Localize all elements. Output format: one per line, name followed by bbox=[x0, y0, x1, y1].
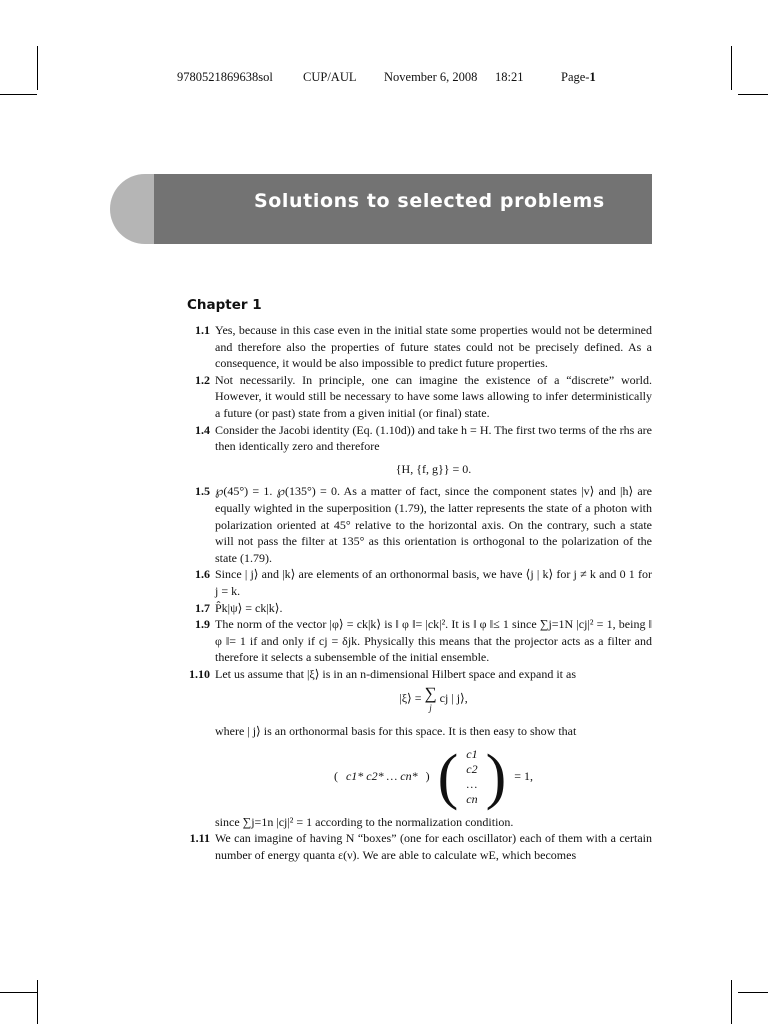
crop-mark bbox=[738, 992, 768, 993]
matrix-result: = 1, bbox=[514, 769, 534, 784]
time: 18:21 bbox=[495, 70, 524, 84]
crop-mark bbox=[0, 992, 37, 993]
chapter-heading: Chapter 1 bbox=[187, 297, 262, 313]
column-entry: … bbox=[466, 776, 478, 791]
isbn: 9780521869638sol bbox=[177, 70, 273, 84]
crop-mark bbox=[37, 46, 38, 90]
solution-item bbox=[180, 666, 652, 830]
item-text: Not necessarily. In principle, one can imagine the existence of a “discrete” world. However, it would still be necessary to have some laws allowing to infer deterministically a future (or past) state from a given initial (or final) state. bbox=[215, 372, 652, 420]
date: November 6, 2008 bbox=[384, 70, 478, 84]
crop-mark bbox=[37, 980, 38, 1024]
item-number: 1.9 bbox=[195, 617, 210, 632]
item-text-continued: where | j⟩ is an orthonormal basis for this space. It is then easy to show that bbox=[215, 724, 577, 739]
page-number: 1 bbox=[589, 70, 596, 84]
item-text: Consider the Jacobi identity (Eq. (1.10d)) and take h = H. The first two terms of the rhs are then identically zero and therefore bbox=[215, 422, 652, 454]
column-entry: c1 bbox=[466, 746, 478, 761]
column-right-paren: ) bbox=[485, 742, 507, 811]
item-text: Since | j⟩ and |k⟩ are elements of an orthonormal basis, we have ⟨j | k⟩ for j ≠ k and 0 1 for j = k. bbox=[215, 567, 652, 598]
eq-right: cj | j⟩, bbox=[439, 691, 468, 706]
row-vector-right-paren: ) bbox=[425, 769, 430, 784]
item-number: 1.6 bbox=[195, 567, 210, 582]
crop-mark bbox=[738, 94, 768, 95]
column-left-paren: ( bbox=[437, 742, 459, 811]
item-number: 1.5 bbox=[195, 484, 210, 499]
item-number: 1.11 bbox=[189, 831, 210, 846]
sum-symbol: ∑ bbox=[424, 684, 437, 704]
item-text: Let us assume that |ξ⟩ is in an n-dimensional Hilbert space and expand it as bbox=[215, 666, 577, 681]
solution-item bbox=[180, 322, 652, 372]
row-vector-left-paren: ( bbox=[333, 769, 338, 784]
item-number: 1.7 bbox=[195, 600, 210, 615]
sum-index: j bbox=[429, 703, 432, 714]
item-text: Yes, because in this case even in the initial state some properties would not be determined and therefore also the properties of future states could not be precisely defined. As a consequence, it would be also impossible to predict future properties. bbox=[215, 323, 652, 371]
item-text: We can imagine of having N “boxes” (one for each oscillator) each of them with a certain number of energy quanta ε(ν). We are able to calculate wE, which becomes bbox=[215, 831, 652, 862]
item-text: P̂k|ψ⟩ = ck|k⟩. bbox=[215, 600, 283, 615]
crop-mark bbox=[731, 980, 732, 1024]
column-entry: cn bbox=[466, 791, 478, 806]
item-text-conclusion: since ∑j=1n |cj|² = 1 according to the normalization condition. bbox=[215, 814, 514, 829]
equation: {H, {f, g}} = 0. bbox=[395, 461, 472, 476]
crop-mark bbox=[0, 94, 37, 95]
solutions-list bbox=[180, 322, 652, 863]
page-title: Solutions to selected problems bbox=[254, 190, 605, 212]
solution-item bbox=[180, 830, 652, 863]
eq-left: |ξ⟩ = bbox=[399, 691, 422, 706]
column-entry: c2 bbox=[466, 761, 478, 776]
publisher: CUP/AUL bbox=[303, 70, 357, 84]
item-number: 1.4 bbox=[195, 422, 210, 437]
solution-item bbox=[180, 372, 652, 422]
solution-item bbox=[180, 566, 652, 599]
running-header bbox=[177, 70, 617, 90]
item-number: 1.1 bbox=[195, 323, 210, 337]
expansion-equation bbox=[215, 686, 652, 713]
solution-item bbox=[180, 483, 652, 566]
row-vector: c1* c2* … cn* bbox=[345, 769, 418, 784]
item-number: 1.10 bbox=[189, 666, 210, 681]
page-label bbox=[561, 70, 596, 85]
item-text: ℘(45°) = 1. ℘(135°) = 0. As a matter of fact, since the component states |v⟩ and |h⟩ are equally wighted in the superposition (1.79), the latter represents the state of a photon with polarization oriented at 45° relative to the horizontal axis. On the contrary, such a state will not pass the filter at 135° as this orientation is orthogonal to the polarization of the state (1.79). bbox=[215, 484, 652, 565]
column-vector bbox=[466, 747, 477, 807]
item-text: The norm of the vector |φ⟩ = ck|k⟩ is ‖ φ ‖= |ck|². It is ‖ φ ‖≤ 1 since ∑j=1N |cj|² = 1, being ‖ φ ‖= 1 if and only if cj = δjk. Physically this means that the projector acts as a filter and therefore it selects a subensemble of the initial ensemble. bbox=[215, 617, 652, 665]
solution-item bbox=[180, 616, 652, 666]
solution-item bbox=[180, 600, 652, 617]
solution-item bbox=[180, 422, 652, 478]
page-prefix: Page- bbox=[561, 70, 590, 84]
item-number: 1.2 bbox=[195, 372, 210, 387]
crop-mark bbox=[731, 46, 732, 90]
normalization-matrix bbox=[215, 742, 652, 811]
